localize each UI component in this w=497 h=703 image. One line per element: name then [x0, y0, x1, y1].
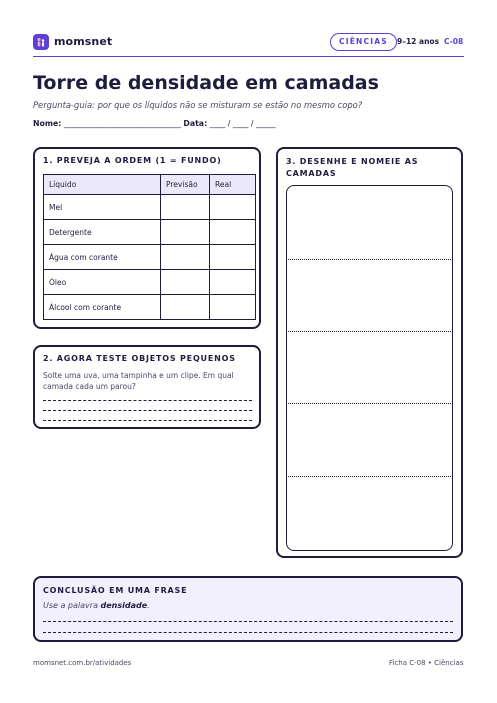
prediction-cell[interactable] [161, 220, 210, 245]
test-instruction: Solte uma uva, uma tampinha e um clipe. Em qual camada cada um parou? [43, 371, 234, 391]
table-row [44, 220, 256, 245]
name-label: Nome: [33, 119, 62, 128]
table-row [44, 245, 256, 270]
answer-line[interactable] [43, 410, 252, 411]
col-header-prediction: Previsão [161, 175, 210, 195]
brand-logo-icon [33, 34, 49, 50]
conclusion-heading: CONCLUSÃO EM UMA FRASE [43, 586, 188, 595]
page-title: Torre de densidade em camadas [33, 72, 379, 94]
layer-divider [288, 259, 451, 260]
table-row [44, 195, 256, 220]
prediction-cell[interactable] [161, 295, 210, 320]
brand-name: momsnet [54, 35, 113, 48]
name-blank[interactable]: ______________________________ [63, 119, 181, 128]
table-row [44, 270, 256, 295]
prediction-cell[interactable] [161, 195, 210, 220]
col-header-actual: Real [210, 175, 256, 195]
layer-divider [288, 476, 451, 477]
answer-line[interactable] [43, 621, 453, 622]
answer-line[interactable] [43, 400, 252, 401]
actual-cell[interactable] [210, 195, 256, 220]
worksheet-code: C-08 [444, 37, 464, 46]
date-blank[interactable]: ____ / ____ / _____ [209, 119, 276, 128]
prompt-text: Use a palavra [43, 601, 101, 610]
prediction-table [43, 174, 256, 320]
keyword: densidade [100, 601, 148, 610]
answer-line[interactable] [43, 632, 453, 633]
liquid-name: Detergente [44, 220, 161, 245]
layer-divider [288, 331, 451, 332]
liquid-name: Mel [44, 195, 161, 220]
actual-cell[interactable] [210, 270, 256, 295]
liquid-name: Óleo [44, 270, 161, 295]
actual-cell[interactable] [210, 220, 256, 245]
liquid-name: Água com corante [44, 245, 161, 270]
test-heading: 2. AGORA TESTE OBJETOS PEQUENOS [43, 354, 236, 363]
subject-badge: CIÊNCIAS [330, 33, 397, 51]
draw-heading: 3. DESENHE E NOMEIE AS CAMADAS [286, 157, 419, 178]
actual-cell[interactable] [210, 245, 256, 270]
col-header-liquid: Líquido [44, 175, 161, 195]
date-label: Data: [183, 119, 208, 128]
actual-cell[interactable] [210, 295, 256, 320]
layer-divider [288, 403, 451, 404]
footer-sheet-id: Ficha C-08 • Ciências [389, 659, 464, 667]
predict-heading: 1. PREVEJA A ORDEM (1 = FUNDO) [43, 156, 222, 165]
conclusion-prompt [43, 601, 150, 610]
footer-url: momsnet.com.br/atividades [33, 659, 132, 667]
name-date-line [33, 119, 276, 128]
answer-line[interactable] [43, 420, 252, 421]
table-row [44, 295, 256, 320]
guide-question: Pergunta-guia: por que os líquidos não se misturam se estão no mesmo copo? [33, 100, 363, 110]
prediction-cell[interactable] [161, 270, 210, 295]
drawing-area[interactable] [286, 185, 453, 551]
age-range: 9–12 anos [397, 37, 440, 46]
prompt-end: . [147, 601, 150, 610]
header-divider [33, 56, 464, 57]
prediction-cell[interactable] [161, 245, 210, 270]
liquid-name: Álcool com corante [44, 295, 161, 320]
